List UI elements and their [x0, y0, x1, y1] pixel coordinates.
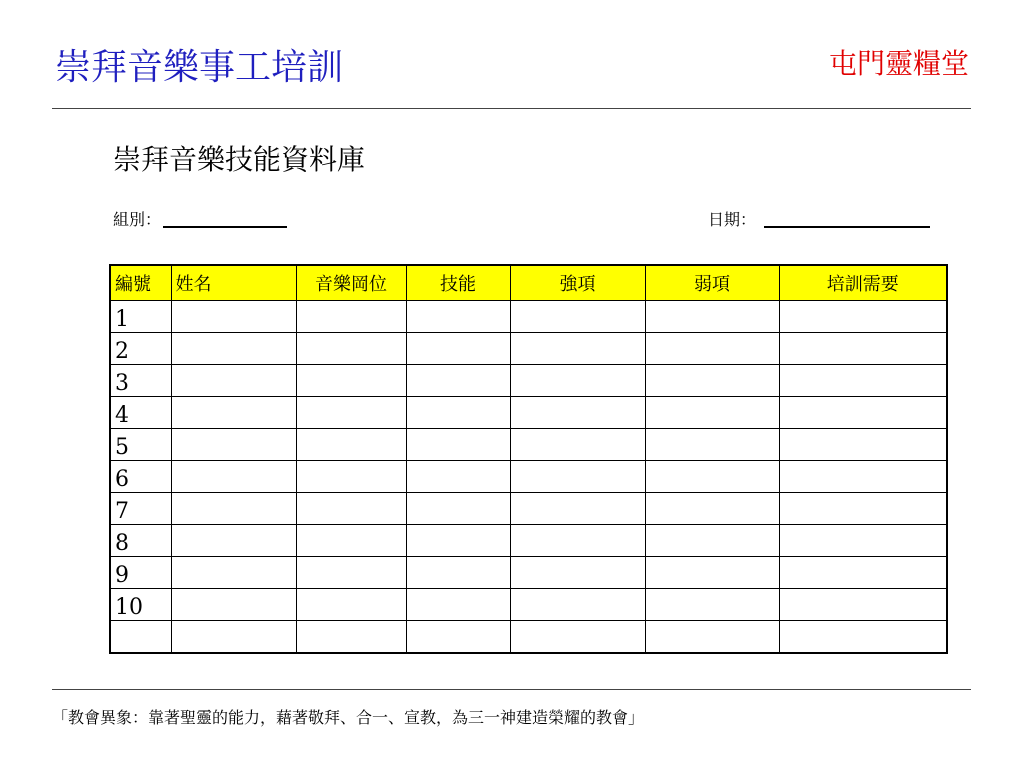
group-field	[113, 206, 287, 228]
row-number-cell: 1	[110, 301, 171, 333]
table-cell[interactable]	[171, 525, 296, 557]
table-cell[interactable]	[645, 557, 779, 589]
slide-title: 崇拜音樂事工培訓	[55, 47, 344, 88]
column-header: 音樂岡位	[296, 265, 406, 301]
table-row	[110, 589, 947, 621]
table-cell[interactable]	[296, 589, 406, 621]
skills-table	[109, 264, 948, 654]
table-cell[interactable]	[779, 493, 947, 525]
row-number-cell: 9	[110, 557, 171, 589]
table-cell[interactable]	[645, 621, 779, 654]
column-header: 強項	[510, 265, 645, 301]
table-row	[110, 429, 947, 461]
table-cell[interactable]	[171, 493, 296, 525]
table-cell[interactable]	[296, 461, 406, 493]
top-divider	[52, 108, 971, 109]
table-cell[interactable]	[296, 493, 406, 525]
table-cell[interactable]	[510, 621, 645, 654]
table-cell[interactable]	[779, 589, 947, 621]
table-row	[110, 621, 947, 654]
table-cell[interactable]	[779, 557, 947, 589]
bottom-divider	[52, 689, 971, 690]
table-cell[interactable]	[296, 557, 406, 589]
row-number-cell: 10	[110, 589, 171, 621]
table-cell[interactable]	[779, 301, 947, 333]
table-row	[110, 397, 947, 429]
table-cell[interactable]	[296, 301, 406, 333]
table-cell[interactable]	[171, 589, 296, 621]
table-cell[interactable]	[645, 429, 779, 461]
row-number-cell: 6	[110, 461, 171, 493]
row-number-cell: 7	[110, 493, 171, 525]
table-cell[interactable]	[171, 365, 296, 397]
table-cell[interactable]	[510, 525, 645, 557]
table-cell[interactable]	[779, 525, 947, 557]
date-blank-line[interactable]	[764, 206, 930, 228]
table-row	[110, 493, 947, 525]
table-cell[interactable]	[510, 589, 645, 621]
column-header: 弱項	[645, 265, 779, 301]
row-number-cell: 8	[110, 525, 171, 557]
table-cell[interactable]	[779, 621, 947, 654]
table-cell[interactable]	[296, 429, 406, 461]
table-cell[interactable]	[296, 525, 406, 557]
table-cell[interactable]	[510, 493, 645, 525]
table-cell[interactable]	[171, 621, 296, 654]
table-cell[interactable]	[645, 301, 779, 333]
table-row	[110, 333, 947, 365]
table-row	[110, 525, 947, 557]
table-cell[interactable]	[645, 589, 779, 621]
table-cell[interactable]	[510, 557, 645, 589]
column-header: 培訓需要	[779, 265, 947, 301]
table-cell[interactable]	[510, 301, 645, 333]
table-row	[110, 557, 947, 589]
table-cell[interactable]	[406, 621, 510, 654]
footer-motto: 「教會異象：靠著聖靈的能力，藉著敬拜、合一、宣教，為三一神建造榮耀的教會」	[52, 708, 645, 727]
table-cell[interactable]	[779, 365, 947, 397]
table-row	[110, 301, 947, 333]
table-cell[interactable]	[510, 365, 645, 397]
table-cell[interactable]	[645, 333, 779, 365]
table-cell[interactable]	[645, 365, 779, 397]
table-cell[interactable]	[171, 461, 296, 493]
table-cell[interactable]	[406, 493, 510, 525]
date-field	[708, 206, 930, 228]
table-cell[interactable]	[171, 429, 296, 461]
table-cell[interactable]	[510, 429, 645, 461]
table-cell[interactable]	[510, 461, 645, 493]
table-row	[110, 461, 947, 493]
table-cell[interactable]	[779, 429, 947, 461]
table-cell[interactable]	[296, 397, 406, 429]
column-header: 技能	[406, 265, 510, 301]
table-cell[interactable]	[645, 493, 779, 525]
column-header: 姓名	[171, 265, 296, 301]
table-cell[interactable]	[171, 301, 296, 333]
row-number-cell: 5	[110, 429, 171, 461]
row-number-cell: 3	[110, 365, 171, 397]
table-cell[interactable]	[645, 397, 779, 429]
date-label: 日期：	[708, 210, 757, 229]
table-cell[interactable]	[406, 557, 510, 589]
row-number-cell: 2	[110, 333, 171, 365]
table-cell[interactable]	[171, 557, 296, 589]
table-cell[interactable]	[406, 365, 510, 397]
table-cell[interactable]	[406, 333, 510, 365]
table-cell[interactable]	[779, 461, 947, 493]
table-cell[interactable]	[645, 461, 779, 493]
table-cell[interactable]	[171, 397, 296, 429]
group-label: 組別：	[113, 210, 162, 229]
church-name: 屯門靈糧堂	[828, 47, 969, 80]
table-cell[interactable]	[510, 397, 645, 429]
table-cell[interactable]	[406, 589, 510, 621]
row-number-cell	[110, 621, 171, 654]
table-cell[interactable]	[171, 333, 296, 365]
table-cell[interactable]	[296, 333, 406, 365]
table-row	[110, 365, 947, 397]
table-cell[interactable]	[779, 333, 947, 365]
table-cell[interactable]	[779, 397, 947, 429]
table-cell[interactable]	[406, 429, 510, 461]
table-cell[interactable]	[296, 621, 406, 654]
table-cell[interactable]	[406, 525, 510, 557]
table-cell[interactable]	[406, 397, 510, 429]
table-cell[interactable]	[296, 365, 406, 397]
row-number-cell: 4	[110, 397, 171, 429]
column-header: 編號	[110, 265, 171, 301]
group-blank-line[interactable]	[163, 206, 287, 228]
document-title: 崇拜音樂技能資料庫	[113, 143, 366, 176]
table-cell[interactable]	[406, 461, 510, 493]
table-cell[interactable]	[406, 301, 510, 333]
table-cell[interactable]	[510, 333, 645, 365]
table-cell[interactable]	[645, 525, 779, 557]
table-header-row	[110, 265, 947, 301]
